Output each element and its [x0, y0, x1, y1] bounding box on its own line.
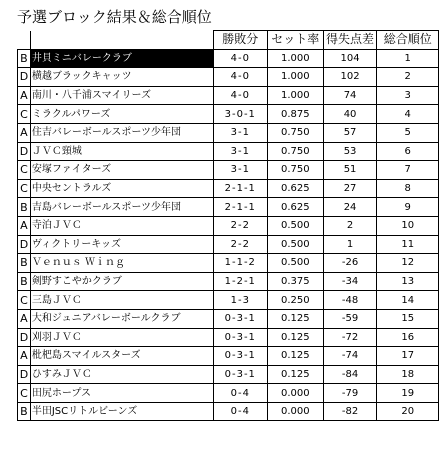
group-cell: A [18, 86, 31, 105]
table-row [18, 235, 439, 254]
header-record: 勝敗分 [213, 31, 267, 50]
set-rate-cell: 0.125 [267, 328, 323, 347]
rank-cell: 14 [377, 291, 439, 310]
set-rate-cell: 0.625 [267, 179, 323, 198]
header-blank-team [30, 31, 213, 50]
team-name-cell: Ｖｅｎｕｓ Ｗｉｎｇ [30, 254, 213, 273]
rank-cell: 19 [377, 384, 439, 403]
point-diff-cell: 51 [323, 161, 377, 180]
team-name-cell: 南川・八千浦スマイリーズ [30, 86, 213, 105]
point-diff-cell: -34 [323, 272, 377, 291]
set-rate-cell: 0.000 [267, 402, 323, 421]
point-diff-cell: 40 [323, 105, 377, 124]
set-rate-cell: 0.125 [267, 365, 323, 384]
group-cell: A [18, 309, 31, 328]
record-cell: 0-4 [213, 402, 267, 421]
rank-cell: 3 [377, 86, 439, 105]
point-diff-cell: 57 [323, 123, 377, 142]
header-diff: 得失点差 [323, 31, 377, 50]
standings-table [17, 30, 439, 421]
record-cell: 0-3-1 [213, 328, 267, 347]
group-cell: C [18, 105, 31, 124]
record-cell: 0-3-1 [213, 347, 267, 366]
point-diff-cell: 27 [323, 179, 377, 198]
record-cell: 2-2 [213, 216, 267, 235]
table-row [18, 86, 439, 105]
point-diff-cell: -82 [323, 402, 377, 421]
standings-body [18, 49, 439, 421]
group-cell: A [18, 347, 31, 366]
record-cell: 4-0 [213, 49, 267, 68]
group-cell: C [18, 179, 31, 198]
group-cell: D [18, 142, 31, 161]
point-diff-cell: -74 [323, 347, 377, 366]
group-cell: A [18, 123, 31, 142]
set-rate-cell: 0.125 [267, 309, 323, 328]
team-name-cell: 半田JSCリトルビーンズ [30, 402, 213, 421]
record-cell: 2-1-1 [213, 179, 267, 198]
set-rate-cell: 0.500 [267, 235, 323, 254]
rank-cell: 15 [377, 309, 439, 328]
set-rate-cell: 0.125 [267, 347, 323, 366]
point-diff-cell: -72 [323, 328, 377, 347]
point-diff-cell: 102 [323, 68, 377, 87]
group-cell: A [18, 216, 31, 235]
team-name-cell: ひすみＪＶＣ [30, 365, 213, 384]
table-row [18, 328, 439, 347]
record-cell: 2-1-1 [213, 198, 267, 217]
point-diff-cell: 2 [323, 216, 377, 235]
table-row [18, 384, 439, 403]
header-row [18, 31, 439, 50]
rank-cell: 17 [377, 347, 439, 366]
group-cell: D [18, 328, 31, 347]
point-diff-cell: 1 [323, 235, 377, 254]
point-diff-cell: -26 [323, 254, 377, 273]
table-row [18, 309, 439, 328]
rank-cell: 16 [377, 328, 439, 347]
set-rate-cell: 0.875 [267, 105, 323, 124]
set-rate-cell: 1.000 [267, 86, 323, 105]
table-row [18, 254, 439, 273]
record-cell: 0-3-1 [213, 309, 267, 328]
table-row [18, 161, 439, 180]
group-cell: B [18, 402, 31, 421]
table-row [18, 347, 439, 366]
team-name-cell: ヴィクトリーキッズ [30, 235, 213, 254]
record-cell: 0-4 [213, 384, 267, 403]
rank-cell: 12 [377, 254, 439, 273]
record-cell: 4-0 [213, 68, 267, 87]
team-name-cell: 井貝ミニバレークラブ [30, 49, 213, 68]
table-row [18, 198, 439, 217]
record-cell: 2-2 [213, 235, 267, 254]
group-cell: D [18, 365, 31, 384]
table-row [18, 272, 439, 291]
team-name-cell: 大和ジュニアバレーボールクラブ [30, 309, 213, 328]
team-name-cell: 寺泊ＪＶＣ [30, 216, 213, 235]
team-name-cell: 刈羽ＪＶＣ [30, 328, 213, 347]
team-name-cell: 中央セントラルズ [30, 179, 213, 198]
table-row [18, 68, 439, 87]
rank-cell: 4 [377, 105, 439, 124]
team-name-cell: 剣野すこやかクラブ [30, 272, 213, 291]
header-blank-group [18, 31, 31, 50]
group-cell: D [18, 235, 31, 254]
group-cell: B [18, 272, 31, 291]
rank-cell: 18 [377, 365, 439, 384]
table-row [18, 123, 439, 142]
record-cell: 1-2-1 [213, 272, 267, 291]
page-title: 予選ブロック結果＆総合順位 [17, 8, 212, 26]
rank-cell: 5 [377, 123, 439, 142]
set-rate-cell: 0.375 [267, 272, 323, 291]
point-diff-cell: 104 [323, 49, 377, 68]
group-cell: B [18, 49, 31, 68]
rank-cell: 11 [377, 235, 439, 254]
record-cell: 4-0 [213, 86, 267, 105]
team-name-cell: 吉島バレーボールスポーツ少年団 [30, 198, 213, 217]
group-cell: C [18, 291, 31, 310]
rank-cell: 2 [377, 68, 439, 87]
group-cell: C [18, 161, 31, 180]
point-diff-cell: 24 [323, 198, 377, 217]
rank-cell: 9 [377, 198, 439, 217]
point-diff-cell: 74 [323, 86, 377, 105]
rank-cell: 8 [377, 179, 439, 198]
set-rate-cell: 0.250 [267, 291, 323, 310]
record-cell: 3-1 [213, 142, 267, 161]
set-rate-cell: 0.750 [267, 123, 323, 142]
set-rate-cell: 0.750 [267, 142, 323, 161]
header-rank: 総合順位 [377, 31, 439, 50]
rank-cell: 10 [377, 216, 439, 235]
table-row [18, 365, 439, 384]
set-rate-cell: 0.625 [267, 198, 323, 217]
rank-cell: 7 [377, 161, 439, 180]
point-diff-cell: -79 [323, 384, 377, 403]
group-cell: B [18, 254, 31, 273]
header-rate: セット率 [267, 31, 323, 50]
team-name-cell: 田尻ホープス [30, 384, 213, 403]
team-name-cell: ミラクルパワーズ [30, 105, 213, 124]
record-cell: 3-1 [213, 123, 267, 142]
team-name-cell: 枇杷島スマイルスターズ [30, 347, 213, 366]
rank-cell: 13 [377, 272, 439, 291]
set-rate-cell: 0.500 [267, 254, 323, 273]
point-diff-cell: -84 [323, 365, 377, 384]
team-name-cell: 三島ＪＶＣ [30, 291, 213, 310]
set-rate-cell: 1.000 [267, 68, 323, 87]
table-row [18, 49, 439, 68]
table-row [18, 142, 439, 161]
record-cell: 3-1 [213, 161, 267, 180]
table-row [18, 291, 439, 310]
team-name-cell: ＪＶＣ頸城 [30, 142, 213, 161]
table-row [18, 402, 439, 421]
record-cell: 1-3 [213, 291, 267, 310]
table-row [18, 105, 439, 124]
table-row [18, 179, 439, 198]
table-row [18, 216, 439, 235]
group-cell: C [18, 384, 31, 403]
rank-cell: 6 [377, 142, 439, 161]
set-rate-cell: 0.750 [267, 161, 323, 180]
point-diff-cell: -59 [323, 309, 377, 328]
team-name-cell: 住吉バレーボールスポーツ少年団 [30, 123, 213, 142]
record-cell: 1-1-2 [213, 254, 267, 273]
group-cell: D [18, 68, 31, 87]
team-name-cell: 横越ブラックキャッツ [30, 68, 213, 87]
rank-cell: 20 [377, 402, 439, 421]
team-name-cell: 安塚ファイターズ [30, 161, 213, 180]
rank-cell: 1 [377, 49, 439, 68]
set-rate-cell: 0.000 [267, 384, 323, 403]
set-rate-cell: 0.500 [267, 216, 323, 235]
set-rate-cell: 1.000 [267, 49, 323, 68]
point-diff-cell: -48 [323, 291, 377, 310]
point-diff-cell: 53 [323, 142, 377, 161]
group-cell: B [18, 198, 31, 217]
record-cell: 0-3-1 [213, 365, 267, 384]
record-cell: 3-0-1 [213, 105, 267, 124]
